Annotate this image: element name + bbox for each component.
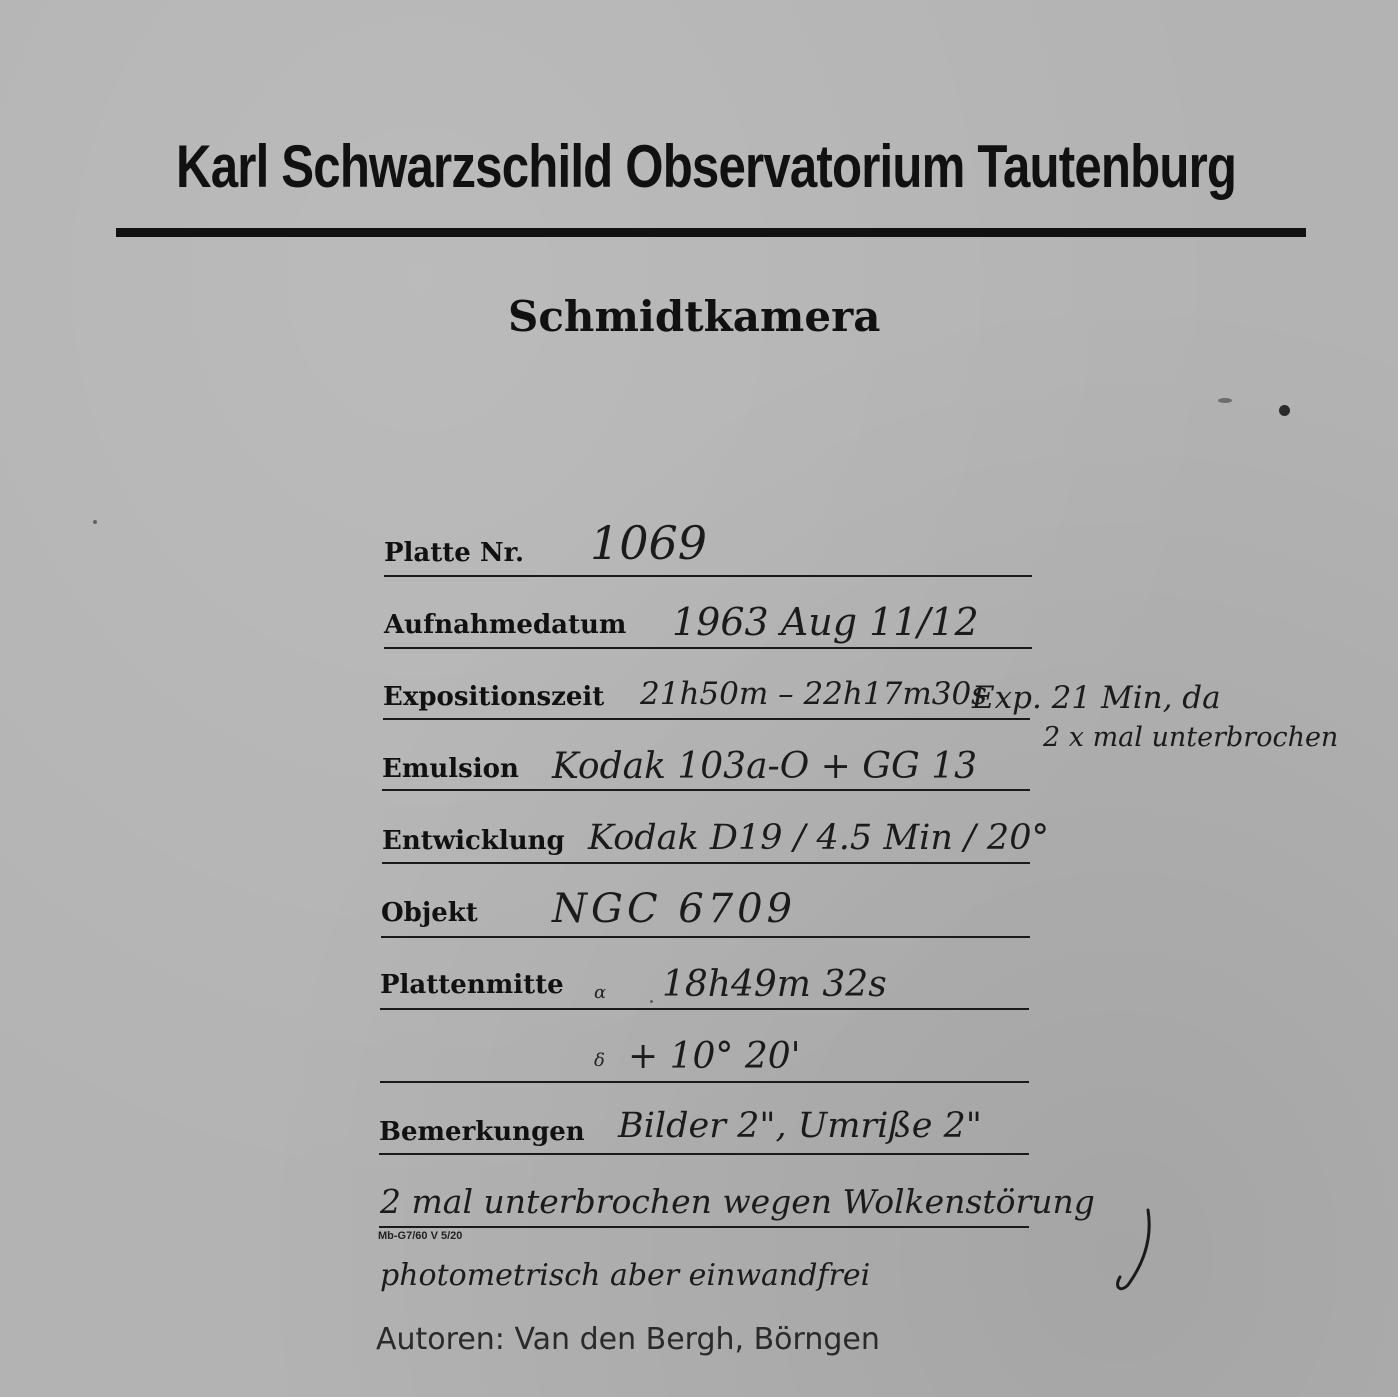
- development-value: Kodak D19 / 4.5 Min / 20°: [588, 818, 1049, 858]
- remarks-label: Bemerkungen: [379, 1117, 585, 1147]
- plate-center-label: Plattenmitte: [380, 970, 564, 1000]
- remarks-line3: photometrisch aber einwandfrei: [380, 1258, 871, 1293]
- remarks-rule-2: [379, 1226, 1029, 1228]
- development-label: Entwicklung: [382, 826, 565, 856]
- delta-symbol: δ: [594, 1050, 605, 1071]
- emulsion-rule: [382, 789, 1030, 791]
- alpha-symbol: α: [594, 982, 607, 1003]
- recording-date-label: Aufnahmedatum: [384, 610, 627, 640]
- exposure-note-line1: Exp. 21 Min, da: [972, 680, 1221, 716]
- header-rule: [116, 228, 1306, 237]
- recording-date-rule: [384, 647, 1032, 649]
- exposure-time-rule: [383, 718, 1030, 720]
- paper-speck: [1218, 398, 1232, 403]
- plate-center-delta-value: + 10° 20': [628, 1036, 801, 1077]
- instrument-subtitle: Schmidtkamera: [508, 292, 881, 341]
- remarks-line2: 2 mal unterbrochen wegen Wolkenstörung: [380, 1182, 1095, 1221]
- observatory-title: Karl Schwarzschild Observatorium Tautenburg: [176, 133, 1237, 200]
- plate-number-rule: [384, 575, 1032, 577]
- development-rule: [382, 862, 1030, 864]
- plate-number-label: Platte Nr.: [384, 538, 525, 568]
- authors-line: Autoren: Van den Bergh, Börngen: [376, 1322, 880, 1357]
- recording-date-value: 1963 Aug 11/12: [672, 600, 979, 644]
- pen-hook-stroke: [1108, 1205, 1158, 1295]
- object-label: Objekt: [381, 898, 478, 928]
- plate-center-rule: [380, 1008, 1029, 1010]
- remarks-line1: Bilder 2", Umriße 2": [618, 1106, 982, 1146]
- exposure-time-value: 21h50m – 22h17m30s: [640, 676, 988, 712]
- emulsion-value: Kodak 103a-O + GG 13: [552, 746, 978, 787]
- plate-center-delta-rule: [380, 1081, 1029, 1083]
- remarks-rule: [379, 1153, 1029, 1155]
- paper-speck: [650, 1000, 653, 1003]
- plate-center-alpha-value: 18h49m 32s: [662, 964, 887, 1005]
- paper-speck: [1279, 405, 1290, 416]
- exposure-note-line2: 2 x mal unterbrochen: [1043, 722, 1339, 753]
- object-value: NGC 6709: [552, 886, 797, 932]
- form-code: Mb-G7/60 V 5/20: [378, 1230, 463, 1242]
- object-rule: [381, 936, 1030, 938]
- exposure-time-label: Expositionszeit: [383, 682, 605, 712]
- plate-number-value: 1069: [590, 516, 708, 570]
- paper-speck: [93, 520, 97, 524]
- emulsion-label: Emulsion: [382, 754, 519, 784]
